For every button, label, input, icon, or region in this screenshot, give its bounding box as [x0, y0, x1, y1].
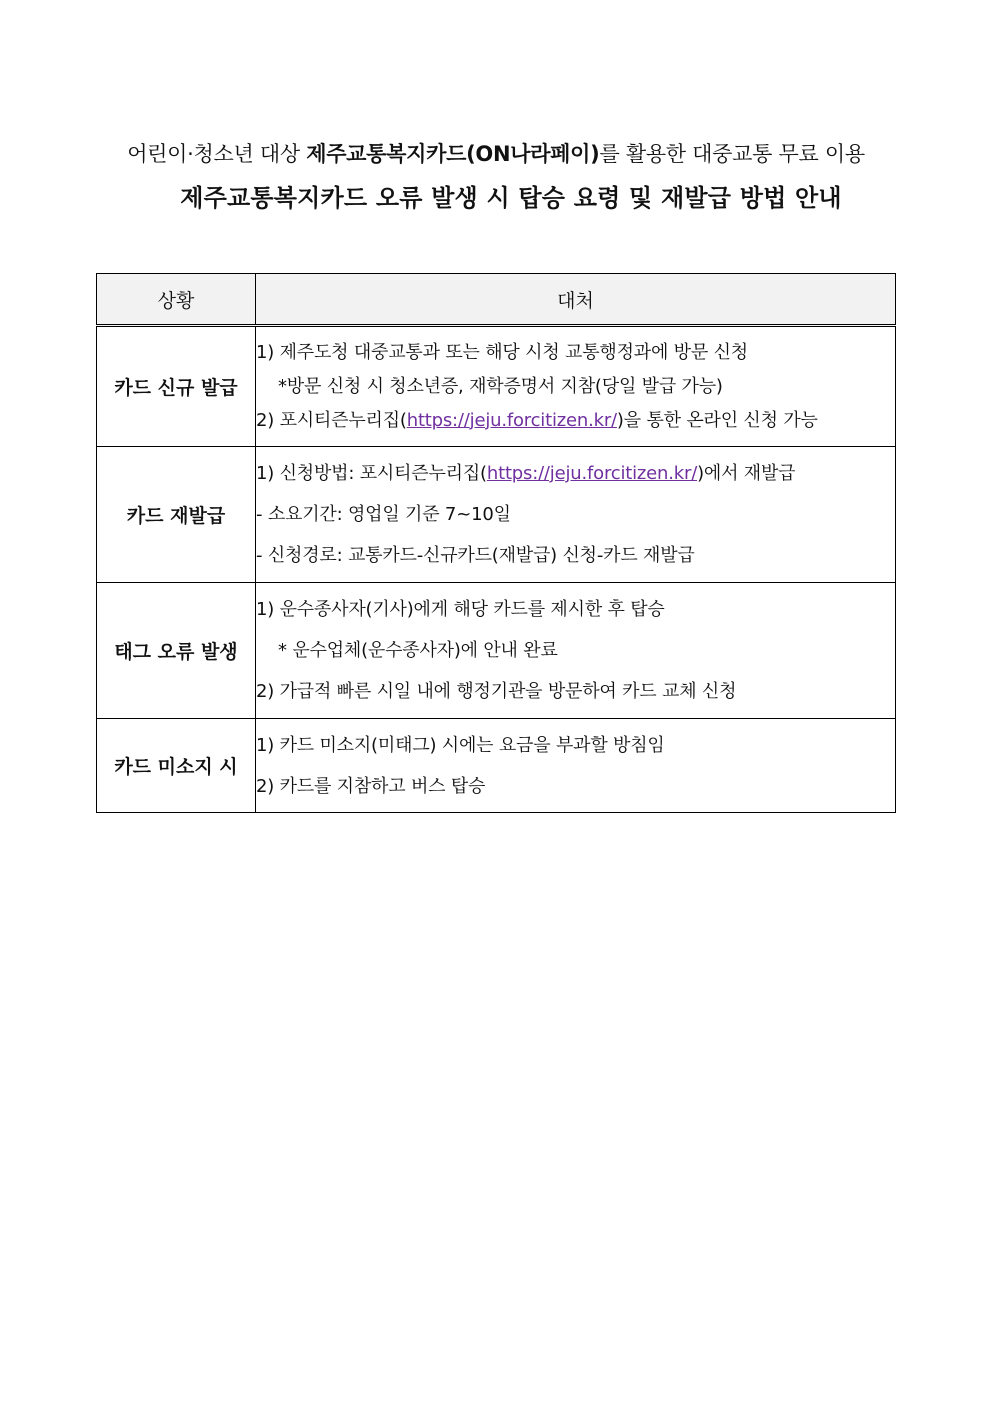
action-cell: [256, 447, 896, 583]
table-row: [97, 326, 896, 447]
action-line: [256, 453, 895, 494]
action-line: - 소요기간: 영업일 기준 7~10일: [256, 504, 511, 525]
subtitle-prefix: 어린이·청소년 대상: [127, 142, 307, 166]
action-line: [256, 404, 895, 438]
action-note-line: * 운수업체(운수종사자)에 안내 완료: [278, 640, 558, 661]
action-text: )에서 재발급: [697, 463, 796, 484]
action-cell: [256, 583, 896, 719]
action-cell: [256, 719, 896, 813]
forcitizen-link[interactable]: https://jeju.forcitizen.kr/: [406, 409, 617, 431]
action-line: 1) 제주도청 대중교통과 또는 해당 시청 교통행정과에 방문 신청: [256, 341, 748, 363]
table-row: [97, 719, 896, 813]
table-row: [97, 447, 896, 583]
situation-cell: 카드 재발급: [97, 447, 256, 583]
situation-cell: 태그 오류 발생: [97, 583, 256, 719]
action-line: - 신청경로: 교통카드-신규카드(재발급) 신청-카드 재발급: [256, 545, 695, 566]
situation-cell: 카드 신규 발급: [97, 326, 256, 447]
action-cell: [256, 326, 896, 447]
subtitle-card-name: 제주교통복지카드(ON나라페이): [306, 142, 600, 166]
action-line: 2) 가급적 빠른 시일 내에 행정기관을 방문하여 카드 교체 신청: [256, 681, 737, 702]
table-row: [97, 583, 896, 719]
header-action: 대처: [256, 274, 896, 326]
action-text: 2) 포시티즌누리집(: [256, 409, 407, 431]
action-note-line: *방문 신청 시 청소년증, 재학증명서 지참(당일 발급 가능): [278, 375, 723, 397]
forcitizen-link[interactable]: https://jeju.forcitizen.kr/: [486, 463, 698, 484]
action-line: 2) 카드를 지참하고 버스 탑승: [256, 775, 486, 797]
document-title: 제주교통복지카드 오류 발생 시 탑승 요령 및 재발급 방법 안내: [180, 184, 842, 212]
action-text: 1) 신청방법: 포시티즌누리집(: [256, 463, 487, 484]
situation-cell: 카드 미소지 시: [97, 719, 256, 813]
document-subtitle: [0, 138, 992, 168]
guide-table: [96, 273, 896, 813]
action-line: 1) 카드 미소지(미태그) 시에는 요금을 부과할 방침임: [256, 734, 665, 756]
table-header-row: [97, 274, 896, 326]
header-situation: 상황: [97, 274, 256, 326]
action-text: )을 통한 온라인 신청 가능: [616, 409, 818, 431]
action-line: 1) 운수종사자(기사)에게 해당 카드를 제시한 후 탑승: [256, 599, 665, 620]
subtitle-suffix: 를 활용한 대중교통 무료 이용: [599, 142, 865, 166]
